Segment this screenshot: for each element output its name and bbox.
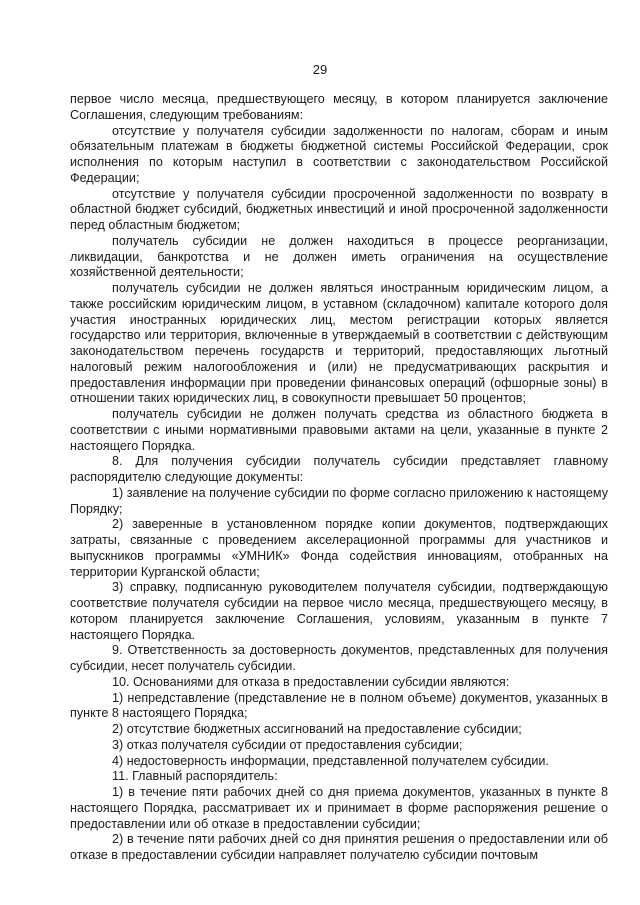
paragraph: получатель субсидии не должен получать средства из областного бюджета в соответствии с иными нормативными правовыми актами на цели, указанные в пункте 2 настоящего Порядка. — [70, 407, 608, 453]
paragraph: 10. Основаниями для отказа в предоставлении субсидии являются: — [112, 674, 510, 689]
paragraph: получатель субсидии не должен находиться в процессе реорганизации, ликвидации, банкротства и не должен иметь ограничения на осуществление хозяйственной деятельности; — [70, 233, 608, 280]
paragraph: 3) справку, подписанную руководителем получателя субсидии, подтверждающую соответствие получателя субсидии на первое число месяца, предшествующего месяцу, в котором планируется заключение Соглашения, условиям, указанным в пункте 7 настоящего Порядка. — [70, 580, 608, 642]
paragraph: 9. Ответственность за достоверность документов, представленных для получения субсидии, несет получатель субсидии. — [70, 643, 608, 673]
paragraph: 1) в течение пяти рабочих дней со дня приема документов, указанных в пункте 8 настоящего Порядка, рассматривает их и принимает в форме распоряжения решение о предоставлении или об отказе в предоставлении субсидии; — [70, 785, 608, 831]
page-number: 29 — [312, 62, 328, 77]
paragraph: отсутствие у получателя субсидии задолженности по налогам, сборам и иным обязательным платежам в бюджеты бюджетной системы Российской Федерации, срок исполнения по которым наступил в соответствии с законодательством Российской Федерации; — [70, 123, 608, 185]
paragraph: 2) заверенные в установленном порядке копии документов, подтверждающих затраты, связанные с проведением акселерационной программы для участников и выпускников программы «УМНИК» Фонда содействия инновациям, отобранных на территории Курганской области; — [70, 517, 608, 579]
paragraph: 3) отказ получателя субсидии от предоставления субсидии; — [112, 737, 463, 752]
paragraph: первое число месяца, предшествующего месяцу, в котором планируется заключение Соглашения, следующим требованиям: — [70, 92, 608, 122]
paragraph: 2) отсутствие бюджетных ассигнований на предоставление субсидии; — [112, 722, 522, 736]
paragraph: 1) заявление на получение субсидии по форме согласно приложению к настоящему Порядку; — [70, 485, 608, 516]
paragraph: 4) недостоверность информации, представленной получателем субсидии. — [112, 753, 549, 768]
paragraph: получатель субсидии не должен являться иностранным юридическим лицом, а также российским юридическим лицом, в уставном (складочном) капитале которого доля участия иностранных юридических лиц, местом регистрации которых является государство или территория, включенные в утверждаемый в соответствии с действующим законодательством перечень государств и территорий, предоставляющих льготный налоговый режим налогообложения и (или) не предусматривающих раскрытия и предоставления информации при проведении финансовых операций (офшорные зоны) в отношении таких юридических лиц, в совокупности превышает 50 процентов; — [70, 281, 608, 406]
paragraph: 2) в течение пяти рабочих дней со дня принятия решения о предоставлении или об отказе в предоставлении субсидии направляет получателю субсидии почтовым — [70, 832, 608, 862]
paragraph: 8. Для получения субсидии получатель субсидии представляет главному распорядителю следующие документы: — [70, 454, 608, 484]
paragraph: 11. Главный распорядитель: — [112, 769, 278, 784]
paragraph: отсутствие у получателя субсидии просроченной задолженности по возврату в областной бюджет субсидий, бюджетных инвестиций и иной просроченной задолженности перед областным бюджетом; — [70, 186, 608, 232]
document-body — [70, 92, 608, 864]
paragraph: 1) непредставление (представление не в полном объеме) документов, указанных в пункте 8 настоящего Порядка; — [70, 690, 608, 721]
